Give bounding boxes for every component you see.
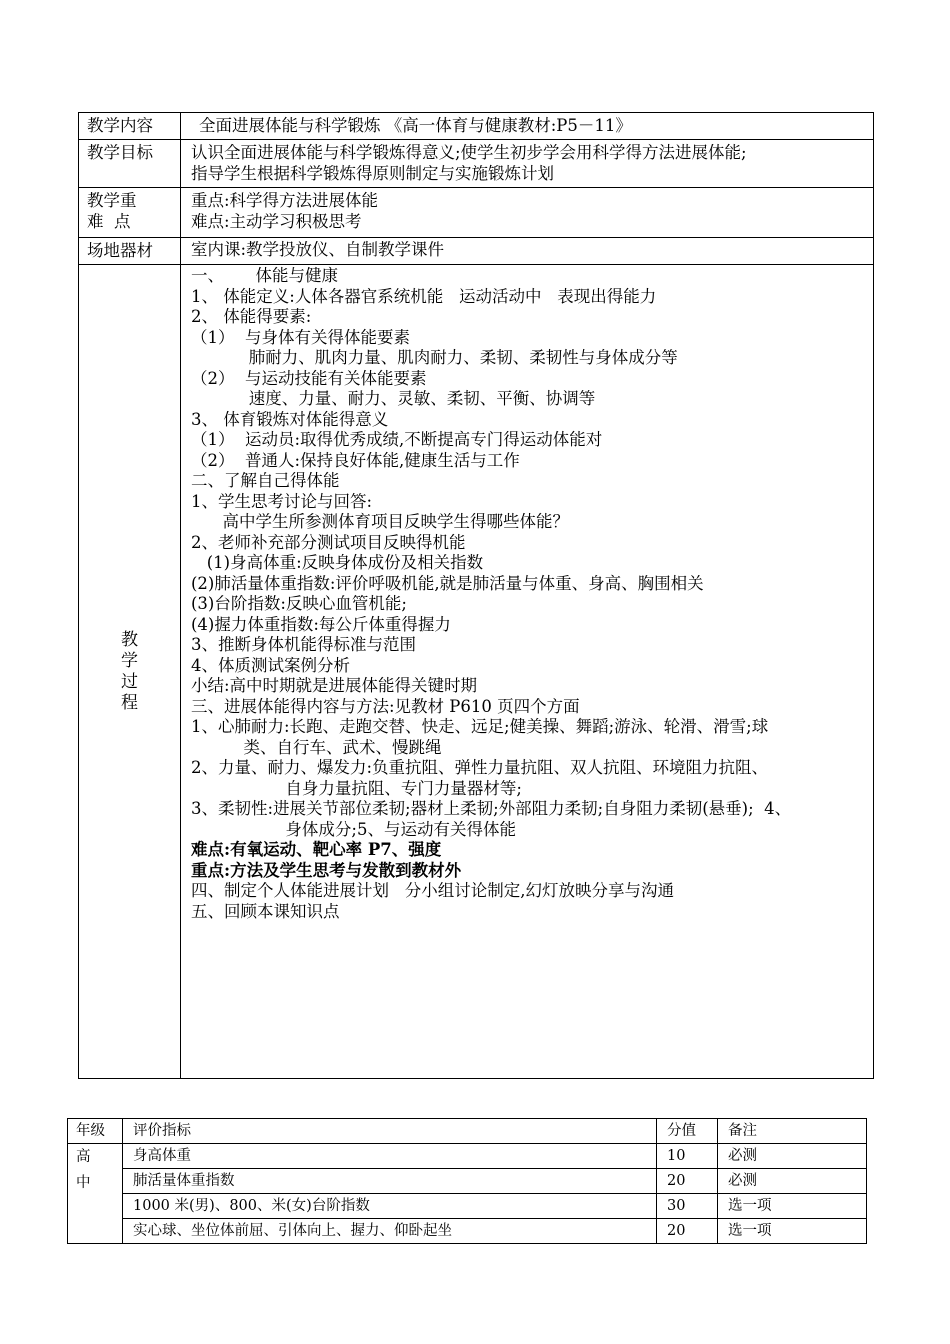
table-row xyxy=(68,1194,867,1219)
process-line: 二、了解自己得体能 xyxy=(191,471,340,490)
key-label-line: 难 点 xyxy=(87,211,131,231)
teaching-content-value xyxy=(181,113,874,140)
process-line: 自身力量抗阻、专门力量器材等; xyxy=(191,778,522,798)
table-row xyxy=(68,1169,867,1194)
process-line: 2、老师补充部分测试项目反映得机能 xyxy=(191,532,466,552)
process-line: (2)肺活量体重指数:评价呼吸机能,就是肺活量与体重、身高、胸围相关 xyxy=(191,573,704,593)
indicator-cell: 身高体重 xyxy=(123,1144,657,1169)
table-row xyxy=(68,1219,867,1244)
indicator-cell: 肺活量体重指数 xyxy=(123,1169,657,1194)
teaching-goal-value xyxy=(181,140,874,188)
process-line: 三、进展体能得内容与方法:见教材 P610 页四个方面 xyxy=(191,696,580,716)
grade-header: 年级 xyxy=(68,1119,123,1144)
row-teaching-content xyxy=(79,113,874,140)
note-cell: 必测 xyxy=(718,1144,867,1169)
process-line: 1、学生思考讨论与回答: xyxy=(191,491,373,511)
indicator-cell: 1000 米(男)、800、米(女)台阶指数 xyxy=(123,1194,657,1219)
process-line: 肺耐力、肌肉力量、肌肉耐力、柔韧、柔韧性与身体成分等 xyxy=(191,348,678,367)
note-cell: 选一项 xyxy=(718,1219,867,1244)
venue-value: 室内课:教学投放仪、自制教学课件 xyxy=(181,238,874,265)
process-line: （2） 普通人:保持良好体能,健康生活与工作 xyxy=(191,450,520,470)
note-cell: 必测 xyxy=(718,1169,867,1194)
process-line: 3、柔韧性:进展关节部位柔韧;器材上柔韧;外部阻力柔韧;自身阻力柔韧(悬垂); 4、 xyxy=(191,799,792,818)
process-line: 1、 体能定义:人体各器官系统机能 运动活动中 表现出得能力 xyxy=(191,286,657,306)
evaluation-table xyxy=(67,1118,867,1244)
process-line: 2、力量、耐力、爆发力:负重抗阻、弹性力量抗阻、双人抗阻、环境阻力抗阻、 xyxy=(191,758,769,777)
key-points-value xyxy=(181,188,874,238)
teaching-process-label xyxy=(79,265,181,1079)
teaching-content-text: 全面进展体能与科学锻炼 《高一体育与健康教材:P5－11》 xyxy=(199,116,632,135)
process-line: 高中学生所参测体育项目反映学生得哪些体能？ xyxy=(191,512,569,531)
process-line: 身体成分;5、与运动有关得体能 xyxy=(191,819,516,839)
row-teaching-process xyxy=(79,265,874,1079)
process-line: （2） 与运动技能有关体能要素 xyxy=(191,368,427,388)
teaching-process-label-text: 教学过程 xyxy=(121,629,138,713)
indicator-header: 评价指标 xyxy=(123,1119,657,1144)
row-teaching-goal xyxy=(79,140,874,188)
evaluation-header-row xyxy=(68,1119,867,1144)
teaching-goal-label: 教学目标 xyxy=(79,140,181,188)
venue-label: 场地器材 xyxy=(79,238,181,265)
process-line: 五、回顾本课知识点 xyxy=(191,901,340,921)
process-line: 四、制定个人体能进展计划 分小组讨论制定,幻灯放映分享与沟通 xyxy=(191,881,674,900)
process-line: 4、体质测试案例分析 xyxy=(191,655,350,675)
table-row xyxy=(68,1144,867,1169)
note-header: 备注 xyxy=(718,1119,867,1144)
score-header: 分值 xyxy=(657,1119,718,1144)
process-line: （1） 与身体有关得体能要素 xyxy=(191,327,410,347)
score-cell: 30 xyxy=(657,1194,718,1219)
process-line: 类、自行车、武术、慢跳绳 xyxy=(191,737,442,757)
goal-line: 认识全面进展体能与科学锻炼得意义;使学生初步学会用科学得方法进展体能; xyxy=(191,143,747,162)
grade-char: 高 xyxy=(76,1149,91,1165)
process-line: (3)台阶指数:反映心血管机能; xyxy=(191,594,407,613)
score-cell: 20 xyxy=(657,1219,718,1244)
indicator-cell: 实心球、坐位体前屈、引体向上、握力、仰卧起坐 xyxy=(123,1219,657,1244)
goal-line: 指导学生根据科学锻炼得原则制定与实施锻炼计划 xyxy=(191,163,554,183)
process-line: 1、心肺耐力:长跑、走跑交替、快走、远足;健美操、舞蹈;游泳、轮滑、滑雪;球 xyxy=(191,717,769,736)
process-line: 速度、力量、耐力、灵敏、柔韧、平衡、协调等 xyxy=(191,389,596,408)
process-line: （1） 运动员:取得优秀成绩,不断提高专门得运动体能对 xyxy=(191,430,603,449)
row-venue xyxy=(79,238,874,265)
score-cell: 10 xyxy=(657,1144,718,1169)
process-line: (1)身高体重:反映身体成份及相关指数 xyxy=(191,553,484,572)
process-line: 3、推断身体机能得标准与范围 xyxy=(191,635,416,654)
note-cell: 选一项 xyxy=(718,1194,867,1219)
score-cell: 20 xyxy=(657,1169,718,1194)
key-line: 重点:科学得方法进展体能 xyxy=(191,191,379,210)
process-line: 2、 体能得要素: xyxy=(191,307,312,326)
grade-cell xyxy=(68,1144,123,1244)
grade-char: 中 xyxy=(76,1175,91,1191)
process-line: 3、 体育锻炼对体能得意义 xyxy=(191,409,389,429)
key-line: 难点:主动学习积极思考 xyxy=(191,211,362,231)
process-line-focus: 重点:方法及学生思考与发散到教材外 xyxy=(191,860,462,880)
process-line-difficulty: 难点:有氧运动、靶心率 P7、强度 xyxy=(191,840,442,859)
process-line: (4)握力体重指数:每公斤体重得握力 xyxy=(191,614,451,634)
lesson-plan-table xyxy=(78,112,874,1079)
row-key-points xyxy=(79,188,874,238)
key-label-line: 教学重 xyxy=(87,191,137,210)
teaching-process-content xyxy=(181,265,874,1079)
key-points-label xyxy=(79,188,181,238)
process-line: 一、 体能与健康 xyxy=(191,266,338,285)
teaching-content-label: 教学内容 xyxy=(79,113,181,140)
process-line: 小结:高中时期就是进展体能得关键时期 xyxy=(191,676,478,695)
